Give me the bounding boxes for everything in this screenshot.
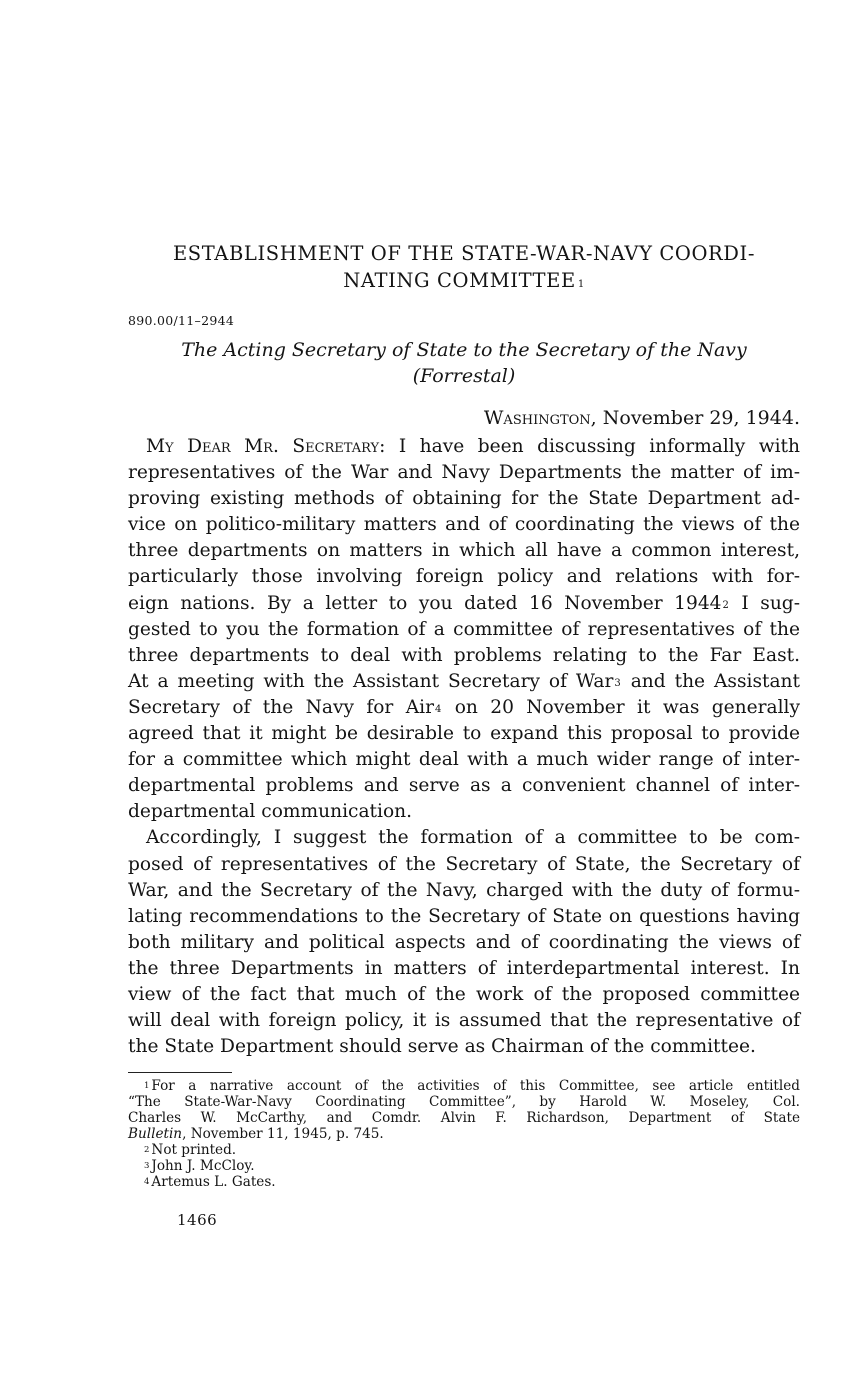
page-title <box>128 240 800 294</box>
footnote-1-line-1 <box>128 1078 800 1094</box>
paragraph-1-line-13: for a committee which might deal with a much wider range of inter- <box>128 749 800 771</box>
paragraph-1-line-10 <box>128 669 800 695</box>
footnote-4-text: Artemus L. Gates. <box>151 1174 276 1190</box>
footnote-ref-4: 4 <box>434 703 442 715</box>
footnote-1-line-2: “The State-War-Navy Coordinating Committee”, by Harold W. Moseley, Col. <box>128 1094 800 1110</box>
paragraph-1-line-3: proving existing methods of obtaining for the State Department ad- <box>128 488 800 510</box>
document-reference: 890.00/11–2944 <box>128 313 235 328</box>
paragraph-1-line-6: particularly those involving foreign policy and relations with for- <box>128 566 800 588</box>
title-footnote-mark: 1 <box>577 279 585 290</box>
paragraph-1-line-10-tail: and the Assistant <box>621 670 800 692</box>
paragraph-1-line-4: vice on politico-military matters and of coordinating the views of the <box>128 514 800 536</box>
footnote-ref-3: 3 <box>614 677 621 689</box>
paragraph-1-line-1 <box>128 434 800 460</box>
paragraph-1-line-11-text: Secretary of the Navy for Air <box>128 696 434 718</box>
page-number: 1466 <box>177 1211 218 1229</box>
paragraph-1-line-10-text: At a meeting with the Assistant Secretary of War <box>128 670 614 692</box>
footnote-1-line-1-text: For a narrative account of the activities of this Committee, see article entitled <box>151 1078 800 1094</box>
footnote-3 <box>128 1158 800 1174</box>
footnote-3-text: John J. McCloy. <box>151 1158 255 1174</box>
dateline-place: Washington <box>483 407 591 429</box>
paragraph-1-line-2: representatives of the War and Navy Departments the matter of im- <box>128 462 800 484</box>
paragraph-2-line-8: will deal with foreign policy, it is assumed that the representative of <box>128 1010 800 1032</box>
footnote-4-mark: 4 <box>144 1177 150 1187</box>
title-line-2 <box>128 267 800 294</box>
footnote-1-mark: 1 <box>144 1081 150 1091</box>
title-line-1: ESTABLISHMENT OF THE STATE-WAR-NAVY COORDI- <box>172 242 756 265</box>
footnote-2 <box>128 1142 800 1158</box>
letter-body <box>128 434 800 1060</box>
paragraph-1-line-15: departmental communication. <box>128 801 413 823</box>
footnote-4 <box>128 1174 800 1190</box>
salutation: My Dear Mr. Secretary <box>146 436 380 457</box>
heading-line-2: (Forrestal) <box>412 365 516 387</box>
footnotes <box>128 1078 800 1190</box>
footnote-1-line-3: Charles W. McCarthy, and Comdr. Alvin F. Richardson, Department of State <box>128 1110 800 1126</box>
paragraph-2-line-1: Accordingly, I suggest the formation of a committee to be com- <box>146 827 800 849</box>
footnote-2-mark: 2 <box>144 1145 150 1155</box>
footnote-1-bulletin: Bulletin <box>128 1126 183 1142</box>
dateline <box>128 405 800 431</box>
footnote-1-line-4-text: , November 11, 1945, p. 745. <box>182 1126 384 1142</box>
paragraph-1-line-11 <box>128 695 800 721</box>
footnote-1-line-4 <box>128 1126 800 1142</box>
paragraph-1-line-7 <box>128 591 800 617</box>
footnote-divider <box>128 1072 232 1073</box>
paragraph-1-line-12: agreed that it might be desirable to expand this proposal to provide <box>128 723 800 745</box>
paragraph-1-line-9: three departments to deal with problems relating to the Far East. <box>128 644 800 666</box>
paragraph-1-line-11-tail: on 20 November it was generally <box>442 696 800 718</box>
footnote-ref-2: 2 <box>722 599 729 611</box>
footnote-2-text: Not printed. <box>151 1142 237 1158</box>
dateline-date: , November 29, 1944. <box>590 407 800 429</box>
paragraph-1-line-5: three departments on matters in which all have a common interest, <box>128 540 800 562</box>
footnote-3-mark: 3 <box>144 1161 150 1171</box>
paragraph-1-line-7-tail: I sug- <box>729 592 800 614</box>
paragraph-1-line-1-text: : I have been discussing informally with <box>379 436 801 457</box>
paragraph-1-line-8: gested to you the formation of a committee of representatives of the <box>128 618 800 640</box>
paragraph-2-line-9: the State Department should serve as Chairman of the committee. <box>128 1036 756 1058</box>
title-line-2-text: NATING COMMITTEE <box>343 269 576 292</box>
paragraph-2-line-3: War, and the Secretary of the Navy, charged with the duty of formu- <box>128 879 800 901</box>
paragraph-2-line-6: the three Departments in matters of interdepartmental interest. In <box>128 957 800 979</box>
paragraph-2-line-5: both military and political aspects and of coordinating the views of <box>128 931 800 953</box>
paragraph-2-line-7: view of the fact that much of the work of the proposed committee <box>128 983 800 1005</box>
paragraph-1-line-7-text: eign nations. By a letter to you dated 16 November 1944 <box>128 592 722 614</box>
heading-line-1: The Acting Secretary of State to the Secretary of the Navy <box>181 339 747 361</box>
paragraph-2-line-4: lating recommendations to the Secretary of State on questions having <box>128 905 800 927</box>
paragraph-2-line-2: posed of representatives of the Secretary of State, the Secretary of <box>128 853 800 875</box>
letter-heading <box>128 337 800 389</box>
paragraph-1-line-14: departmental problems and serve as a convenient channel of inter- <box>128 775 800 797</box>
